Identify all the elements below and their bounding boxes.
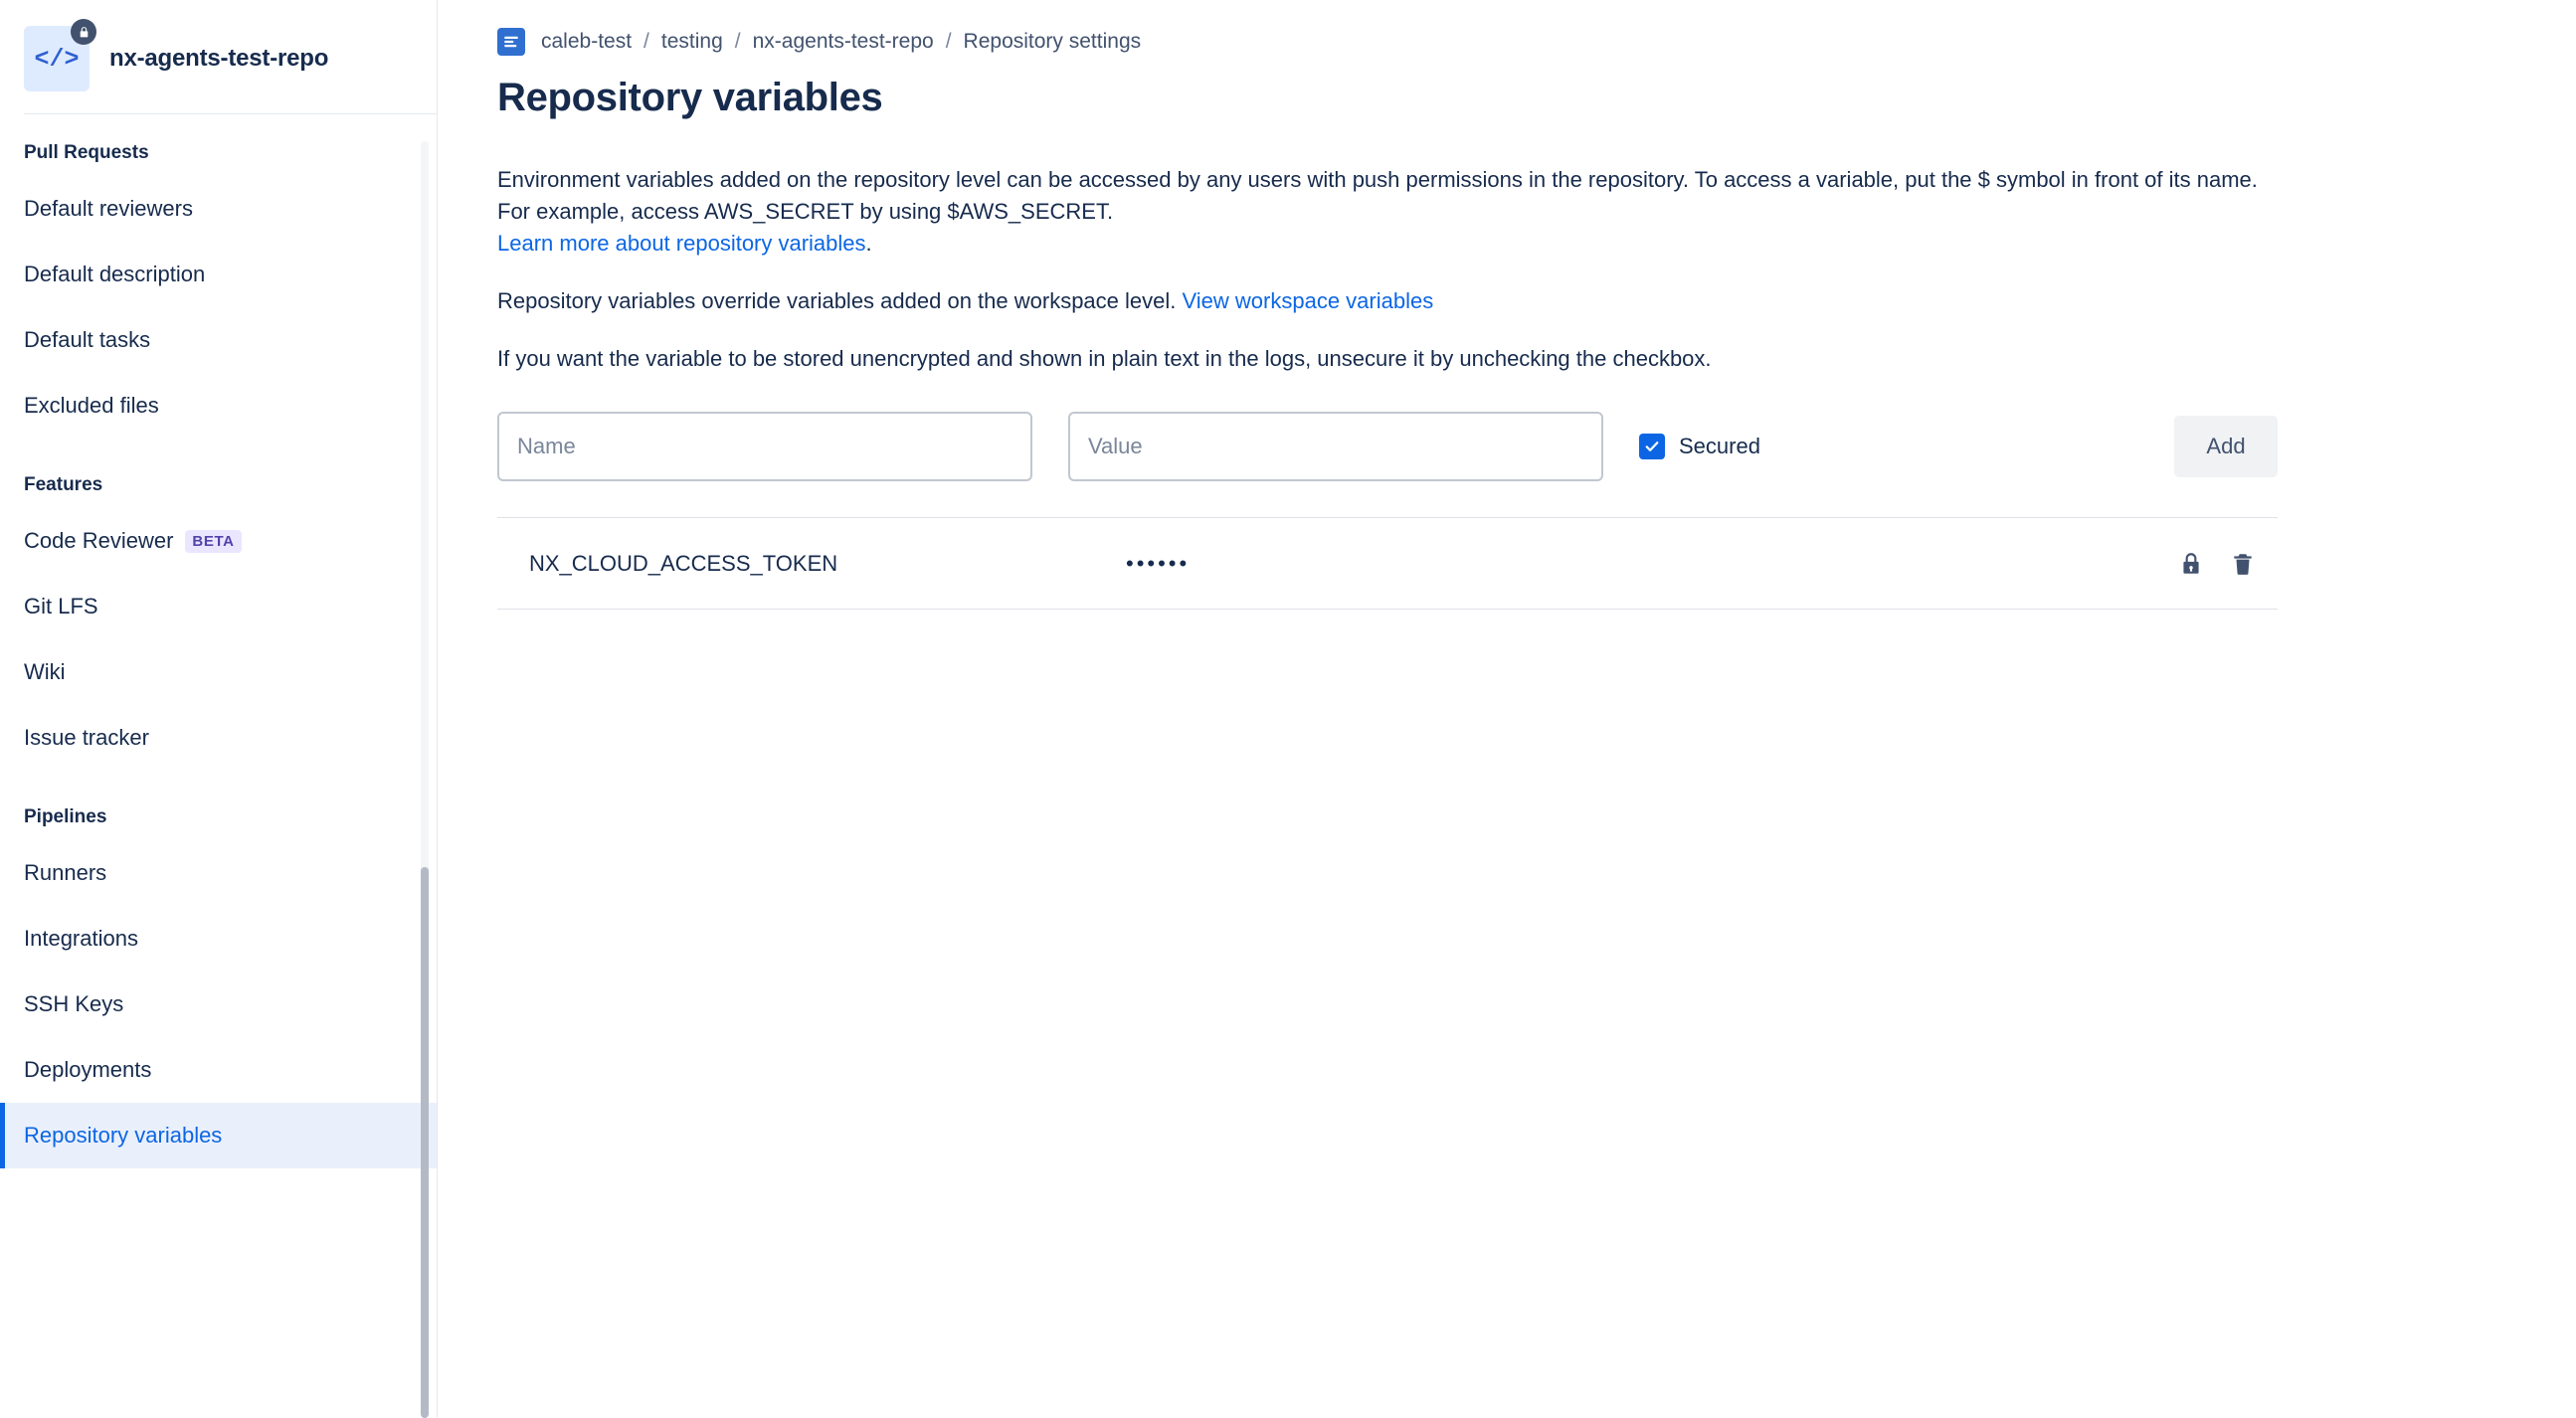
sidebar-scrollbar-thumb[interactable]	[421, 867, 429, 1418]
sidebar	[0, 0, 438, 1418]
sidebar-item-label: Excluded files	[24, 393, 159, 418]
breadcrumb-repository[interactable]: nx-agents-test-repo	[752, 30, 934, 53]
row-actions	[2178, 551, 2256, 577]
table-row	[497, 518, 2278, 610]
sidebar-item-default-tasks[interactable]	[0, 307, 437, 373]
sidebar-item-label: Wiki	[24, 659, 66, 684]
sidebar-item-repository-variables[interactable]	[0, 1103, 437, 1168]
sidebar-item-git-lfs[interactable]	[0, 574, 437, 639]
breadcrumb-project[interactable]: testing	[660, 30, 723, 53]
sidebar-item-label: Default reviewers	[24, 196, 193, 221]
breadcrumb-current: Repository settings	[963, 30, 1142, 53]
sidebar-section-features: Features	[24, 474, 103, 495]
variable-value-input[interactable]	[1068, 412, 1603, 481]
repository-header[interactable]	[0, 0, 437, 113]
sidebar-item-default-reviewers[interactable]	[0, 176, 437, 242]
variable-name-cell: NX_CLOUD_ACCESS_TOKEN	[529, 550, 838, 576]
breadcrumb-separator: /	[945, 30, 952, 53]
beta-badge: BETA	[185, 530, 241, 553]
sidebar-item-label: Runners	[24, 860, 107, 885]
sidebar-item-label: Repository variables	[24, 1123, 223, 1148]
variables-table	[497, 517, 2278, 610]
add-variable-button[interactable]: Add	[2174, 416, 2278, 477]
sidebar-item-label: Default description	[24, 262, 206, 286]
view-workspace-variables-link[interactable]: View workspace variables	[1182, 287, 1434, 313]
sidebar-item-issue-tracker[interactable]	[0, 705, 437, 771]
sidebar-item-label: Issue tracker	[24, 725, 149, 750]
sidebar-item-deployments[interactable]	[0, 1037, 437, 1103]
description-text-2: Repository variables override variables added on the workspace level.	[497, 287, 1177, 313]
repository-name: nx-agents-test-repo	[109, 45, 329, 72]
description-paragraph-2	[497, 285, 2278, 317]
variable-name-input[interactable]	[497, 412, 1032, 481]
sidebar-section-pull-requests: Pull Requests	[24, 142, 149, 163]
learn-more-period: .	[865, 230, 872, 256]
breadcrumb-separator: /	[734, 30, 741, 53]
repository-avatar	[24, 26, 90, 91]
sidebar-item-label: Deployments	[24, 1057, 152, 1082]
sidebar-item-excluded-files[interactable]	[0, 373, 437, 439]
sidebar-item-runners[interactable]	[0, 840, 437, 906]
description-text-1: Environment variables added on the repository level can be accessed by any users with push permissions in the repository. To access a variable, put the $ symbol in front of its name. For example, access AWS_SECRET by using $AWS_SECRET.	[497, 167, 2258, 224]
sidebar-section-pipelines: Pipelines	[24, 806, 107, 827]
learn-more-link[interactable]: Learn more about repository variables	[497, 230, 866, 256]
sidebar-item-ssh-keys[interactable]	[0, 972, 437, 1037]
sidebar-item-default-description[interactable]	[0, 242, 437, 307]
breadcrumb-separator: /	[644, 30, 649, 53]
sidebar-item-label: Integrations	[24, 926, 138, 951]
sidebar-item-label: SSH Keys	[24, 991, 124, 1016]
sidebar-item-label: Code Reviewer	[24, 528, 174, 553]
sidebar-nav	[0, 114, 437, 1168]
page-title: Repository variables	[497, 76, 883, 119]
main-content	[438, 0, 2576, 1418]
secured-checkbox-wrapper[interactable]	[1639, 434, 1760, 459]
description-paragraph-3: If you want the variable to be stored unencrypted and shown in plain text in the logs, unsecure it by unchecking the checkbox.	[497, 345, 1712, 371]
breadcrumb	[497, 22, 2516, 62]
sidebar-item-integrations[interactable]	[0, 906, 437, 972]
variable-form	[497, 412, 2278, 481]
description-paragraph-1	[497, 164, 2278, 260]
sidebar-item-wiki[interactable]	[0, 639, 437, 705]
code-brackets-icon: </>	[34, 44, 80, 74]
trash-icon[interactable]	[2230, 551, 2256, 577]
sidebar-item-label: Default tasks	[24, 327, 151, 352]
variable-value-cell: ••••••	[1126, 550, 1191, 576]
sidebar-item-label: Git LFS	[24, 594, 98, 619]
workspace-avatar-icon	[497, 28, 525, 56]
breadcrumb-workspace[interactable]: caleb-test	[541, 30, 633, 53]
lock-icon	[71, 19, 96, 45]
lock-icon[interactable]	[2178, 551, 2204, 577]
secured-label: Secured	[1679, 434, 1760, 459]
sidebar-item-code-reviewer[interactable]	[0, 508, 437, 574]
sidebar-scrollbar[interactable]	[421, 141, 429, 1418]
secured-checkbox[interactable]	[1639, 434, 1665, 459]
